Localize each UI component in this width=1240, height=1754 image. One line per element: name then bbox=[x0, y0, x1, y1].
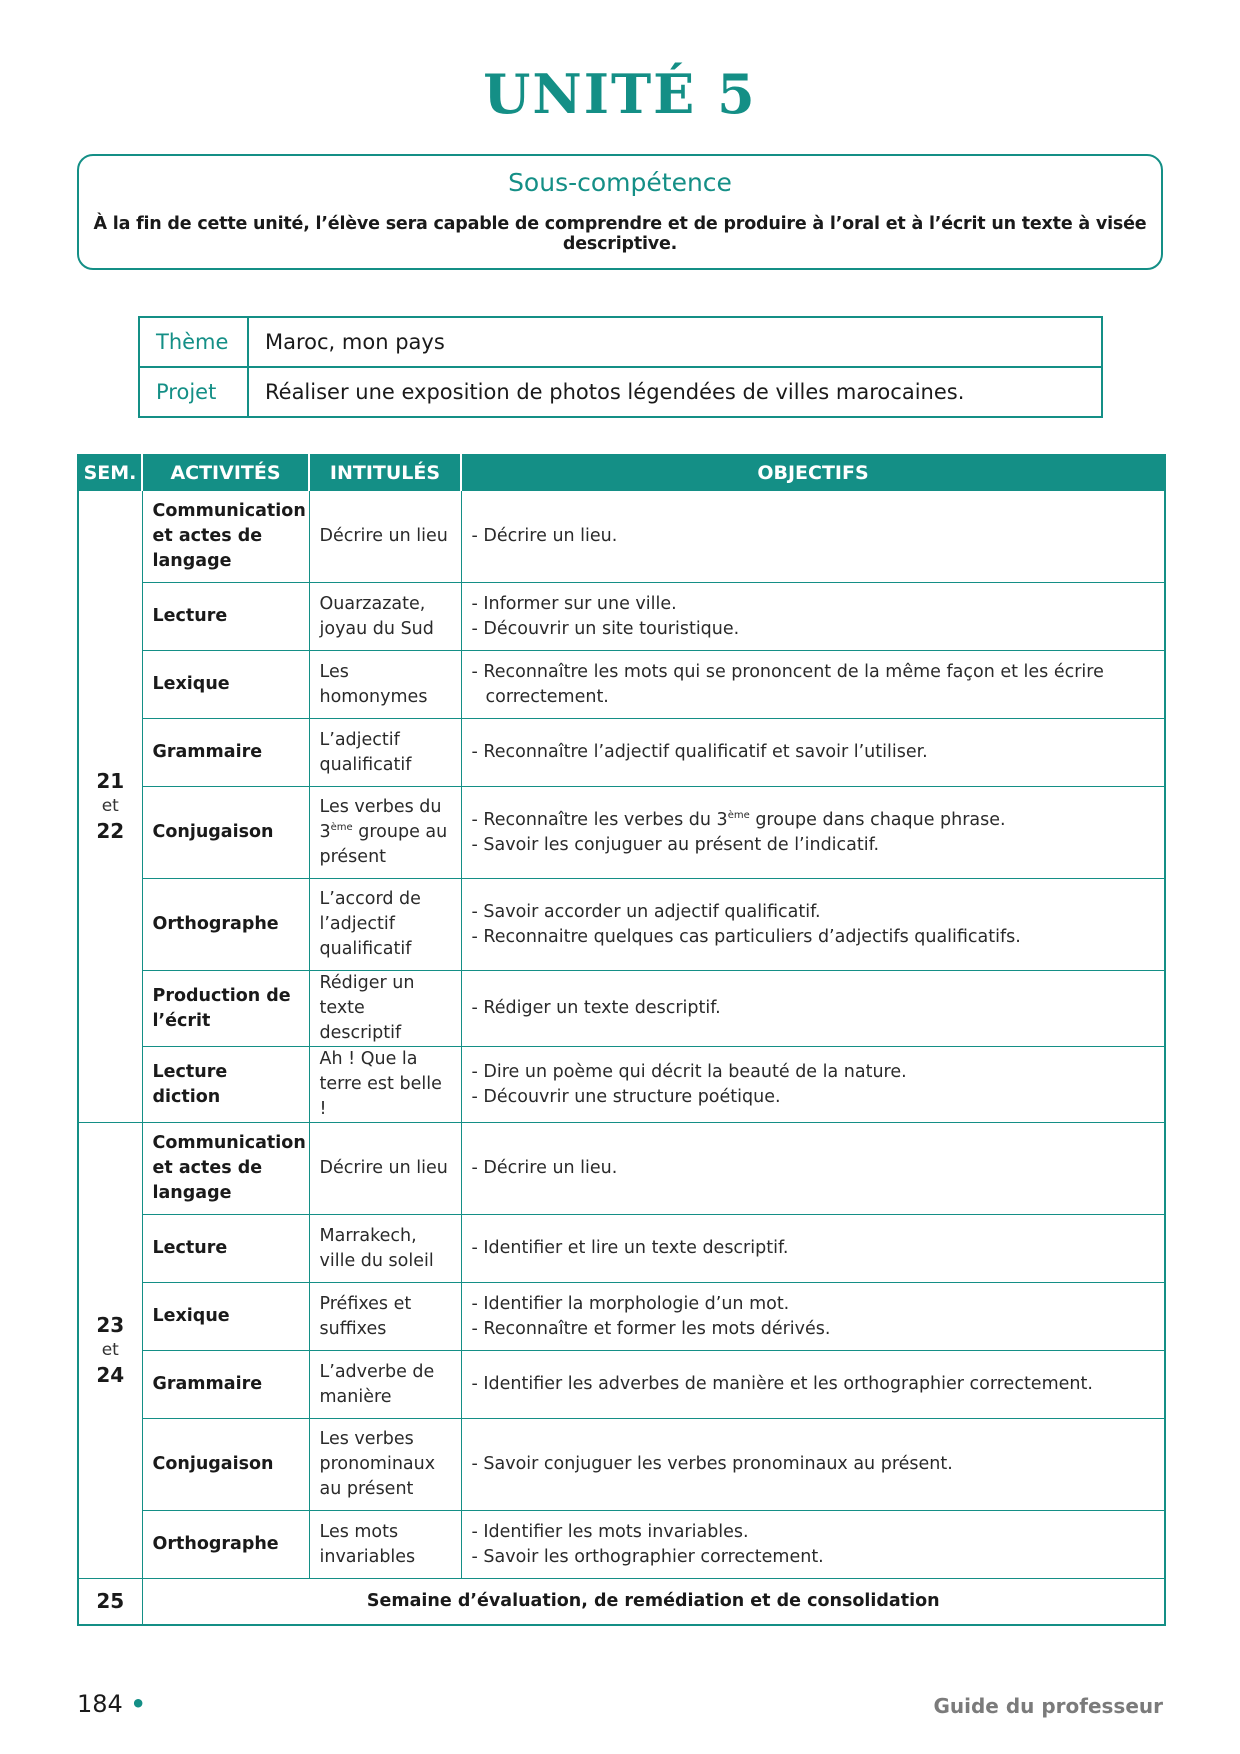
objectif-cell bbox=[461, 787, 1165, 879]
objectif-line: - Savoir conjuguer les verbes pronominaux au présent. bbox=[471, 1454, 953, 1474]
bullet-icon: • bbox=[130, 1690, 146, 1718]
sem-number: 23 bbox=[96, 1313, 125, 1337]
objectif-cell bbox=[461, 971, 1165, 1047]
table-row bbox=[78, 1283, 1165, 1351]
sem-number: 21 bbox=[96, 769, 125, 793]
activite-cell: Lecture bbox=[142, 583, 309, 651]
intitule-cell: Rédiger un texte descriptif bbox=[309, 971, 461, 1047]
intitule-cell: Les mots invariables bbox=[309, 1511, 461, 1579]
activite-cell: Lexique bbox=[142, 1283, 309, 1351]
objectif-line: - Identifier les mots invariables. bbox=[471, 1521, 749, 1542]
project-label: Projet bbox=[139, 367, 248, 417]
activities-table bbox=[77, 454, 1166, 1626]
objectif-cell bbox=[461, 1419, 1165, 1511]
activite-cell: Grammaire bbox=[142, 1351, 309, 1419]
sem-et: et bbox=[101, 796, 119, 816]
table-row bbox=[78, 1511, 1165, 1579]
objectif-line: - Rédiger un texte descriptif. bbox=[471, 998, 721, 1018]
competence-text: À la fin de cette unité, l’élève sera capable de comprendre et de produire à l’oral et à l’écrit un texte à visée descriptive. bbox=[93, 214, 1147, 254]
intitule-cell: Les homonymes bbox=[309, 651, 461, 719]
intitule-cell: L’accord de l’adjectif qualificatif bbox=[309, 879, 461, 971]
table-row bbox=[78, 583, 1165, 651]
objectif-cell bbox=[461, 583, 1165, 651]
header-activites: ACTIVITÉS bbox=[142, 455, 309, 491]
project-row bbox=[139, 367, 1102, 417]
objectif-cell bbox=[461, 651, 1165, 719]
header-intitules: INTITULÉS bbox=[309, 455, 461, 491]
intitule-cell: L’adjectif qualificatif bbox=[309, 719, 461, 787]
objectif-cell bbox=[461, 879, 1165, 971]
evaluation-text: Semaine d’évaluation, de remédiation et de consolidation bbox=[142, 1579, 1165, 1625]
activite-cell: Communication et actes de langage bbox=[142, 491, 309, 583]
objectif-cell bbox=[461, 1123, 1165, 1215]
objectif-line: - Reconnaître l’adjectif qualificatif et savoir l’utiliser. bbox=[471, 742, 928, 762]
project-value: Réaliser une exposition de photos légendées de villes marocaines. bbox=[248, 367, 1102, 417]
header-sem: SEM. bbox=[78, 455, 142, 491]
activite-cell: Grammaire bbox=[142, 719, 309, 787]
objectif-cell bbox=[461, 1351, 1165, 1419]
objectif-cell bbox=[461, 1215, 1165, 1283]
objectif-cell bbox=[461, 1283, 1165, 1351]
activite-cell: Conjugaison bbox=[142, 1419, 309, 1511]
intitule-cell: L’adverbe de manière bbox=[309, 1351, 461, 1419]
intitule-cell: Les verbes pronominaux au présent bbox=[309, 1419, 461, 1511]
objectif-part: - Reconnaître les verbes du 3 bbox=[471, 809, 728, 830]
table-row bbox=[78, 651, 1165, 719]
objectif-line: - Identifier et lire un texte descriptif. bbox=[471, 1238, 789, 1258]
competence-heading: Sous-compétence bbox=[508, 168, 732, 197]
intitule-cell: Préfixes et suffixes bbox=[309, 1283, 461, 1351]
objectif-line: - Reconnaître les mots qui se prononcent de la même façon et les écrire correctement. bbox=[471, 661, 1104, 707]
competence-box bbox=[77, 154, 1163, 270]
objectif-line: - Savoir les conjuguer au présent de l’indicatif. bbox=[471, 834, 880, 855]
objectif-cell bbox=[461, 1511, 1165, 1579]
activite-cell: Lecture bbox=[142, 1215, 309, 1283]
objectif-line: - Décrire un lieu. bbox=[471, 526, 618, 546]
table-row bbox=[78, 879, 1165, 971]
page-number-value: 184 bbox=[77, 1690, 123, 1718]
intitule-cell: Marrakech, ville du soleil bbox=[309, 1215, 461, 1283]
activite-cell: Lecture diction bbox=[142, 1047, 309, 1123]
theme-project-table bbox=[138, 316, 1103, 418]
activite-cell: Lexique bbox=[142, 651, 309, 719]
header-objectifs: OBJECTIFS bbox=[461, 455, 1165, 491]
objectif-cell bbox=[461, 719, 1165, 787]
table-row bbox=[78, 719, 1165, 787]
theme-label: Thème bbox=[139, 317, 248, 367]
intitule-cell: Ah ! Que la terre est belle ! bbox=[309, 1047, 461, 1123]
objectif-line: - Savoir les orthographier correctement. bbox=[471, 1546, 824, 1567]
objectif-line: - Identifier les adverbes de manière et les orthographier correctement. bbox=[471, 1374, 1093, 1394]
intitule-part: Les verbes du 3 bbox=[319, 797, 442, 842]
activite-cell: Production de l’écrit bbox=[142, 971, 309, 1047]
objectif-line: - Découvrir une structure poétique. bbox=[471, 1086, 781, 1107]
table-row bbox=[78, 971, 1165, 1047]
intitule-cell: Décrire un lieu bbox=[309, 1123, 461, 1215]
table-row bbox=[78, 787, 1165, 879]
table-row bbox=[78, 1351, 1165, 1419]
footer-guide-label: Guide du professeur bbox=[933, 1694, 1163, 1718]
superscript: ème bbox=[330, 822, 353, 834]
sem-cell-25: 25 bbox=[78, 1579, 142, 1625]
intitule-cell: Ouarzazate, joyau du Sud bbox=[309, 583, 461, 651]
theme-row bbox=[139, 317, 1102, 367]
sem-number: 22 bbox=[96, 819, 125, 843]
objectif-part: groupe dans chaque phrase. bbox=[749, 809, 1006, 830]
objectif-line: - Dire un poème qui décrit la beauté de la nature. bbox=[471, 1061, 907, 1082]
sem-number: 24 bbox=[96, 1363, 125, 1387]
intitule-part: groupe au présent bbox=[319, 822, 448, 867]
intitule-cell: Décrire un lieu bbox=[309, 491, 461, 583]
objectif-cell bbox=[461, 491, 1165, 583]
activite-cell: Conjugaison bbox=[142, 787, 309, 879]
sem-cell-23-24 bbox=[78, 1123, 142, 1579]
objectif-line: - Décrire un lieu. bbox=[471, 1158, 618, 1178]
table-row bbox=[78, 1123, 1165, 1215]
table-row bbox=[78, 491, 1165, 583]
table-row bbox=[78, 1215, 1165, 1283]
evaluation-row bbox=[78, 1579, 1165, 1625]
sem-et: et bbox=[101, 1340, 119, 1360]
table-header-row bbox=[78, 455, 1165, 491]
activite-cell: Orthographe bbox=[142, 879, 309, 971]
unit-title: UNITÉ 5 bbox=[483, 62, 757, 126]
objectif-line: - Reconnaître et former les mots dérivés. bbox=[471, 1318, 831, 1339]
objectif-cell bbox=[461, 1047, 1165, 1123]
objectif-line: - Reconnaitre quelques cas particuliers d’adjectifs qualificatifs. bbox=[471, 926, 1021, 947]
activite-cell: Communication et actes de langage bbox=[142, 1123, 309, 1215]
superscript: ème bbox=[727, 809, 750, 821]
theme-value: Maroc, mon pays bbox=[248, 317, 1102, 367]
objectif-line: - Identifier la morphologie d’un mot. bbox=[471, 1293, 790, 1314]
table-row bbox=[78, 1047, 1165, 1123]
sem-cell-21-22 bbox=[78, 491, 142, 1123]
page-number bbox=[77, 1690, 146, 1718]
objectif-line: - Découvrir un site touristique. bbox=[471, 618, 740, 639]
objectif-line: - Informer sur une ville. bbox=[471, 593, 677, 614]
objectif-line: - Savoir accorder un adjectif qualificatif. bbox=[471, 901, 821, 922]
activite-cell: Orthographe bbox=[142, 1511, 309, 1579]
intitule-cell bbox=[309, 787, 461, 879]
table-row bbox=[78, 1419, 1165, 1511]
objectif-line bbox=[472, 808, 1155, 833]
